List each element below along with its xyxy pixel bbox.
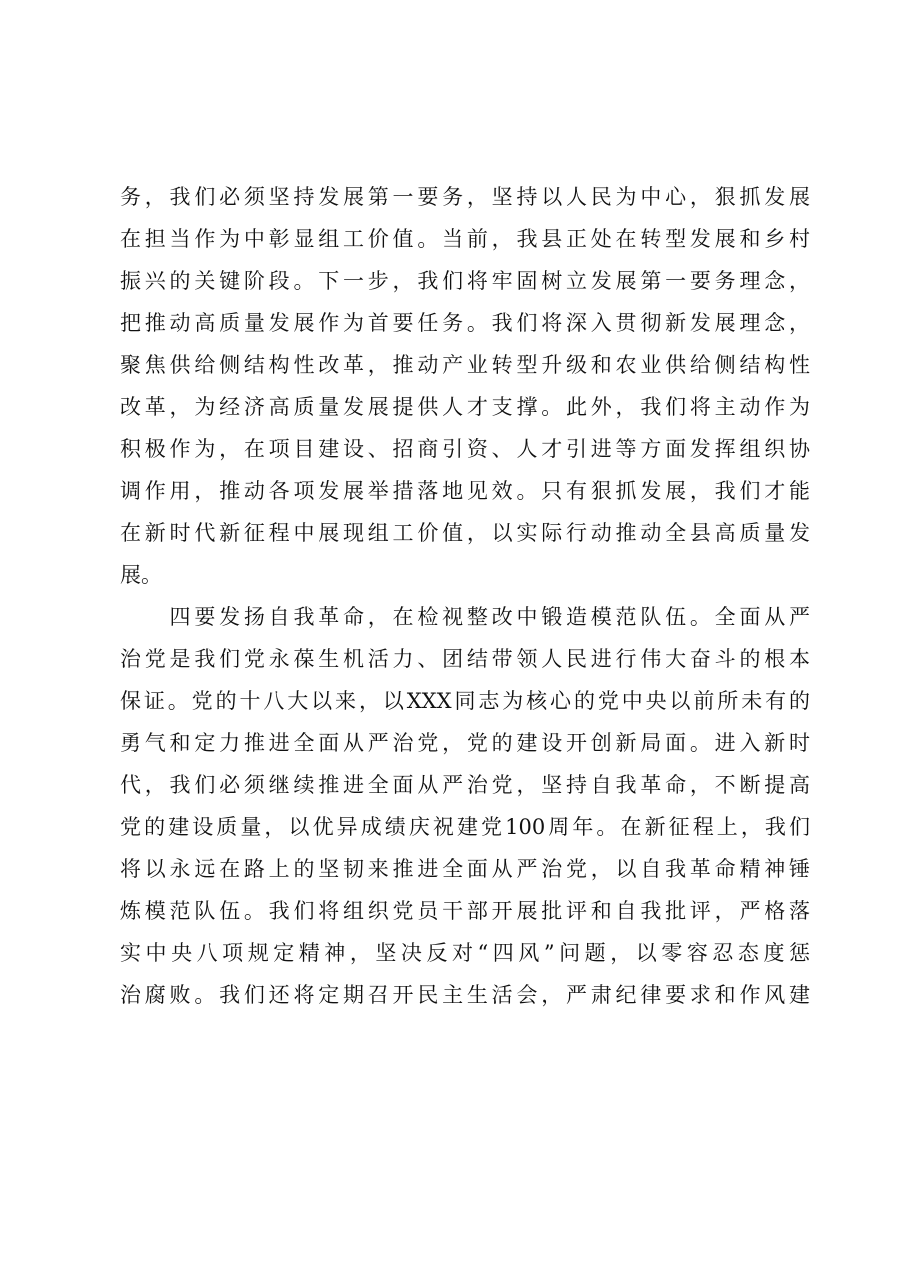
paragraph-1 xyxy=(120,176,810,596)
text-line: 把推动高质量发展作为首要任务。我们将深入贯彻新发展理念， xyxy=(120,311,810,335)
text-line: 勇气和定力推进全面从严治党，党的建设开创新局面。进入新时 xyxy=(120,731,810,755)
text-line: 务，我们必须坚持发展第一要务，坚持以人民为中心，狠抓发展 xyxy=(120,185,810,209)
text-line: 振兴的关键阶段。下一步，我们将牢固树立发展第一要务理念， xyxy=(120,269,810,293)
text-line: 保证。党的十八大以来，以XXX同志为核心的党中央以前所未有的 xyxy=(120,689,810,713)
text-line: 实中央八项规定精神，坚决反对“四风”问题，以零容忍态度惩 xyxy=(120,941,810,965)
text-line: 调作用，推动各项发展举措落地见效。只有狠抓发展，我们才能 xyxy=(120,479,810,503)
text-line: 党的建设质量，以优异成绩庆祝建党100周年。在新征程上，我们 xyxy=(120,815,810,839)
paragraph-2 xyxy=(120,596,810,1016)
text-line: 展。 xyxy=(120,563,162,587)
text-line: 积极作为，在项目建设、招商引资、人才引进等方面发挥组织协 xyxy=(120,437,810,461)
text-line: 代，我们必须继续推进全面从严治党，坚持自我革命，不断提高 xyxy=(120,773,810,797)
text-line: 将以永远在路上的坚韧来推进全面从严治党，以自我革命精神锤 xyxy=(120,857,810,881)
text-line: 在担当作为中彰显组工价值。当前，我县正处在转型发展和乡村 xyxy=(120,227,810,251)
document-body xyxy=(120,176,810,1016)
text-line: 炼模范队伍。我们将组织党员干部开展批评和自我批评，严格落 xyxy=(120,899,810,923)
text-line: 治党是我们党永葆生机活力、团结带领人民进行伟大奋斗的根本 xyxy=(120,647,810,671)
text-line: 在新时代新征程中展现组工价值，以实际行动推动全县高质量发 xyxy=(120,521,810,545)
text-line: 改革，为经济高质量发展提供人才支撑。此外，我们将主动作为 xyxy=(120,395,810,419)
text-line: 聚焦供给侧结构性改革，推动产业转型升级和农业供给侧结构性 xyxy=(120,353,810,377)
text-line: 治腐败。我们还将定期召开民主生活会，严肃纪律要求和作风建 xyxy=(120,983,810,1007)
text-line: 四要发扬自我革命，在检视整改中锻造模范队伍。全面从严 xyxy=(120,605,810,629)
